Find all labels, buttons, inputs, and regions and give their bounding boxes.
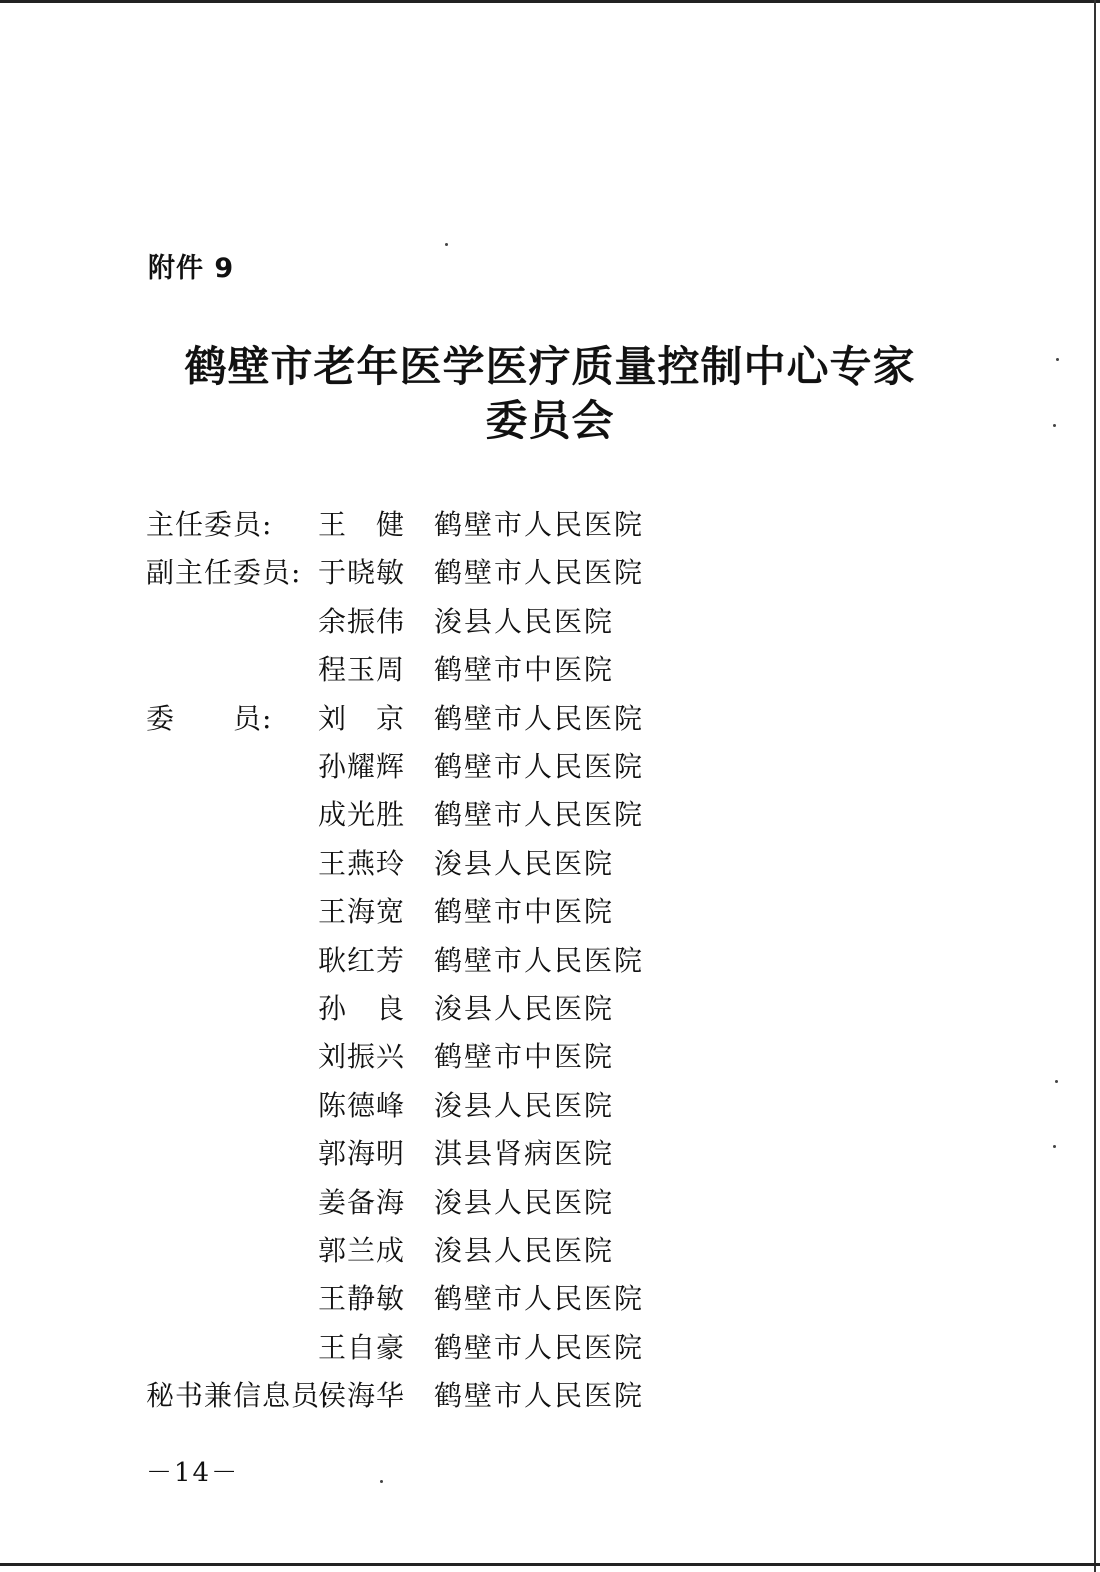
member-role: 委 员: [146,701,273,735]
member-role: 秘书兼信息员: [146,1379,331,1413]
member-role: 副主任委员: [146,556,302,590]
member-organization: 鹤壁市人民医院 [434,556,645,590]
attachment-label: 附件 9 [148,253,235,284]
member-organization: 鹤壁市中医院 [434,895,615,929]
member-name: 孙 良 [318,992,406,1025]
title-line-2: 委员会 [485,396,615,445]
scan-speck [1055,1080,1058,1083]
member-organization: 浚县人民医院 [434,846,615,880]
member-name: 于晓敏 [318,556,406,590]
scan-edge-right [1094,0,1096,1572]
member-name: 郭兰成 [318,1234,406,1267]
member-role: 主任委员: [146,508,273,541]
member-name: 耿红芳 [318,943,406,977]
member-name: 刘 京 [318,701,406,735]
member-organization: 鹤壁市人民医院 [434,1379,645,1413]
scan-speck [1053,424,1056,427]
member-organization: 鹤壁市人民医院 [434,798,645,832]
title-line-1: 鹤壁市老年医学医疗质量控制中心专家 [184,342,916,391]
member-organization: 浚县人民医院 [434,1185,615,1219]
member-name: 刘振兴 [318,1040,406,1074]
member-organization: 鹤壁市人民医院 [434,1330,645,1364]
member-name: 王海宽 [318,895,406,929]
scan-speck [380,1480,383,1483]
document-title [150,340,950,448]
member-name: 程玉周 [318,653,406,687]
page-number: －14－ [146,1458,240,1488]
scan-edge-top [0,0,1100,3]
member-name: 王 健 [318,508,406,541]
member-name: 陈德峰 [318,1088,406,1122]
member-name: 王静敏 [318,1282,406,1316]
member-organization: 鹤壁市人民医院 [434,750,645,783]
member-name: 余振伟 [318,604,406,638]
scan-edge-bottom [0,1563,1100,1566]
scan-speck [445,243,448,246]
member-organization: 浚县人民医院 [434,604,615,638]
member-name: 郭海明 [318,1137,406,1171]
scan-speck [1053,1145,1056,1148]
member-organization: 鹤壁市中医院 [434,653,615,687]
member-organization: 浚县人民医院 [434,1088,615,1122]
member-organization: 浚县人民医院 [434,992,615,1025]
member-organization: 鹤壁市人民医院 [434,701,645,735]
member-name: 王燕玲 [318,846,406,880]
member-name: 王自豪 [318,1330,406,1364]
member-organization: 浚县人民医院 [434,1234,615,1267]
member-organization: 鹤壁市人民医院 [434,943,645,977]
member-name: 孙耀辉 [318,750,406,783]
member-organization: 淇县肾病医院 [434,1137,615,1171]
member-name: 姜备海 [318,1185,406,1219]
member-organization: 鹤壁市人民医院 [434,1282,645,1316]
member-name: 成光胜 [318,798,406,832]
member-organization: 鹤壁市人民医院 [434,508,645,541]
member-name: 侯海华 [318,1379,406,1413]
scan-speck [1056,358,1059,361]
member-organization: 鹤壁市中医院 [434,1040,615,1074]
